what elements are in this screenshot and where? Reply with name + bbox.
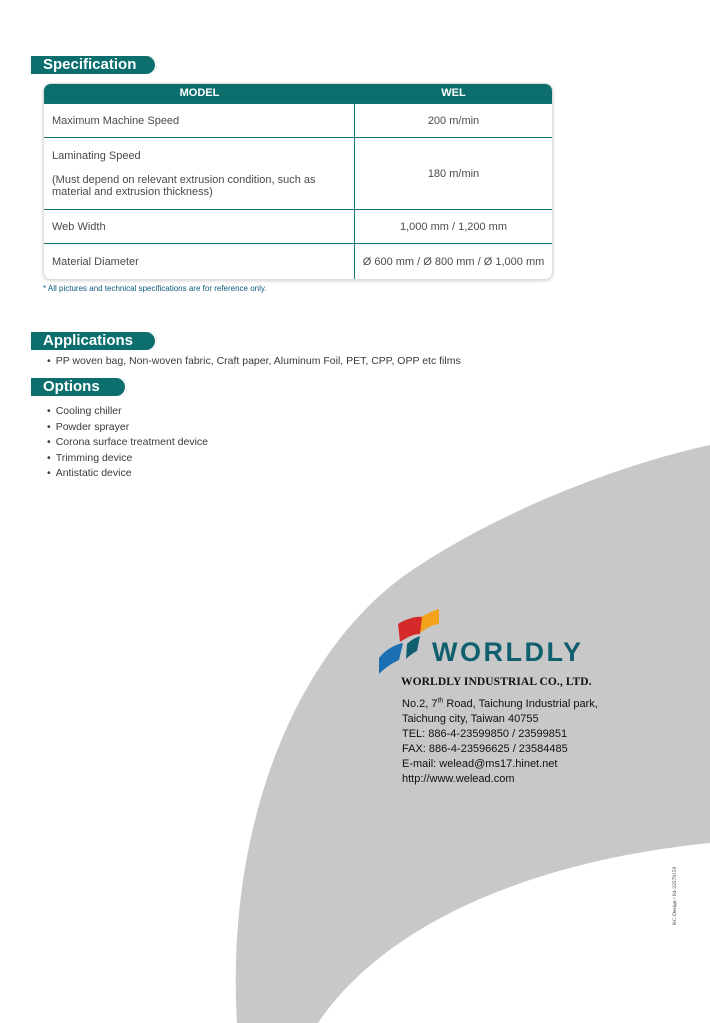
table-row xyxy=(44,209,552,243)
list-item: • Cooling chiller xyxy=(47,404,208,420)
table-row xyxy=(44,103,552,137)
row-label: Laminating Speed xyxy=(52,149,141,162)
header-wel: WEL xyxy=(441,87,466,99)
row-label: Material Diameter xyxy=(52,255,139,268)
options-list xyxy=(47,404,208,482)
applications-heading: Applications xyxy=(31,332,157,350)
email-link[interactable]: E-mail: welead@ms17.hinet.net xyxy=(402,758,558,770)
list-item: • Trimming device xyxy=(47,451,208,467)
fax-line: FAX: 886-4-23596625 / 23584485 xyxy=(402,743,568,755)
row-value: 180 m/min xyxy=(427,167,480,180)
address-line-2: Taichung city, Taiwan 40755 xyxy=(402,713,539,725)
table-row xyxy=(44,137,552,209)
worldly-logo xyxy=(376,608,616,676)
options-heading: Options xyxy=(31,378,127,396)
company-name: WORLDLY INDUSTRIAL CO., LTD. xyxy=(401,676,592,688)
table-row xyxy=(44,243,552,279)
spec-table xyxy=(43,83,553,280)
row-label: Web Width xyxy=(52,220,106,233)
row-value: Ø 600 mm / Ø 800 mm / Ø 1,000 mm xyxy=(362,255,545,268)
spec-table-header xyxy=(44,84,552,103)
tel-line: TEL: 886-4-23599850 / 23599851 xyxy=(402,728,568,740)
reference-footnote: * All pictures and technical specifications are for reference only. xyxy=(43,284,267,293)
row-note: (Must depend on relevant extrusion condition, such as material and extrusion thickness) xyxy=(52,173,316,198)
logo-wordmark: WORLDLY xyxy=(432,637,584,667)
specification-heading: Specification xyxy=(31,56,157,74)
list-item: • Powder sprayer xyxy=(47,420,208,436)
company-contact xyxy=(402,697,598,787)
header-model: MODEL xyxy=(179,87,220,99)
list-item: • Antistatic device xyxy=(47,466,208,482)
website-link[interactable]: http://www.welead.com xyxy=(402,773,515,785)
address-line-1: No.2, 7th Road, Taichung Industrial park, xyxy=(402,697,598,710)
list-item: • Corona surface treatment device xyxy=(47,435,208,451)
applications-list xyxy=(47,354,461,370)
logo-blue-stripe xyxy=(379,643,403,674)
logo-teal-stripe xyxy=(406,636,420,659)
row-value: 200 m/min xyxy=(427,114,480,127)
design-credit: KC Design / 04-23579159 xyxy=(672,866,678,925)
list-item: • PP woven bag, Non-woven fabric, Craft paper, Aluminum Foil, PET, CPP, OPP etc films xyxy=(47,354,461,370)
row-value: 1,000 mm / 1,200 mm xyxy=(400,220,507,233)
row-label: Maximum Machine Speed xyxy=(52,114,180,127)
